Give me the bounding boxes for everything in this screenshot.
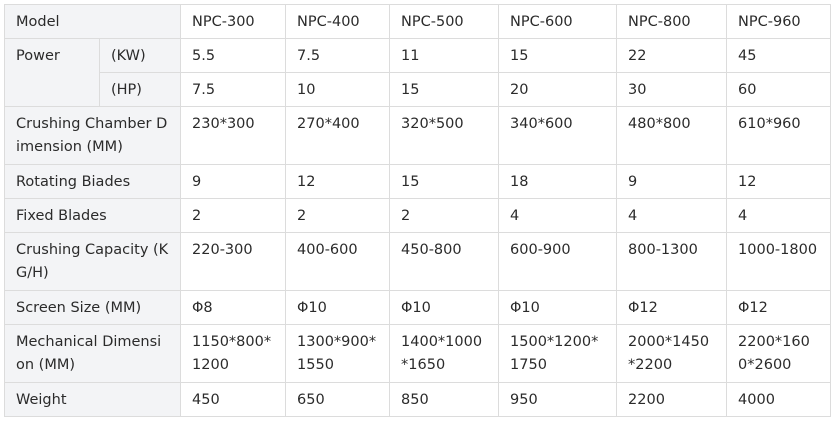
table-cell: 2200 bbox=[617, 383, 727, 417]
table-row-power-hp bbox=[5, 73, 831, 107]
model-header: NPC-960 bbox=[727, 5, 831, 39]
table-cell: Φ10 bbox=[499, 291, 617, 325]
table-cell: 4 bbox=[727, 199, 831, 233]
table-cell: 400-600 bbox=[286, 233, 390, 291]
table-cell: 1150*800*1200 bbox=[181, 325, 286, 383]
table-cell: 7.5 bbox=[181, 73, 286, 107]
table-row-screen-size bbox=[5, 291, 831, 325]
table-cell: 9 bbox=[181, 165, 286, 199]
row-label: Rotating Biades bbox=[5, 165, 181, 199]
row-label: Screen Size (MM) bbox=[5, 291, 181, 325]
table-cell: 2 bbox=[286, 199, 390, 233]
table-cell: 4000 bbox=[727, 383, 831, 417]
row-label-power: Power bbox=[5, 39, 100, 107]
table-cell: 5.5 bbox=[181, 39, 286, 73]
table-cell: 220-300 bbox=[181, 233, 286, 291]
table-cell: 650 bbox=[286, 383, 390, 417]
table-cell: 15 bbox=[390, 165, 499, 199]
table-cell: 60 bbox=[727, 73, 831, 107]
table-cell: 270*400 bbox=[286, 107, 390, 165]
model-header: NPC-300 bbox=[181, 5, 286, 39]
table-cell: 320*500 bbox=[390, 107, 499, 165]
table-row-weight bbox=[5, 383, 831, 417]
table-row-rotating-blades bbox=[5, 165, 831, 199]
table-cell: 850 bbox=[390, 383, 499, 417]
table-cell: 15 bbox=[390, 73, 499, 107]
model-header: NPC-800 bbox=[617, 5, 727, 39]
table-cell: 4 bbox=[617, 199, 727, 233]
table-cell: 450 bbox=[181, 383, 286, 417]
table-cell: 800-1300 bbox=[617, 233, 727, 291]
table-cell: Φ8 bbox=[181, 291, 286, 325]
table-cell: 11 bbox=[390, 39, 499, 73]
table-cell: 22 bbox=[617, 39, 727, 73]
table-row-fixed-blades bbox=[5, 199, 831, 233]
row-label: Crushing Capacity (KG/H) bbox=[5, 233, 181, 291]
table-cell: 7.5 bbox=[286, 39, 390, 73]
table-cell: 45 bbox=[727, 39, 831, 73]
table-row-crushing-capacity bbox=[5, 233, 831, 291]
table-cell: 2 bbox=[390, 199, 499, 233]
row-label: Weight bbox=[5, 383, 181, 417]
table-cell: 10 bbox=[286, 73, 390, 107]
table-cell: 1400*1000*1650 bbox=[390, 325, 499, 383]
table-row-mechanical-dimension bbox=[5, 325, 831, 383]
table-cell: 20 bbox=[499, 73, 617, 107]
table-cell: Φ12 bbox=[617, 291, 727, 325]
table-cell: Φ12 bbox=[727, 291, 831, 325]
model-header: NPC-500 bbox=[390, 5, 499, 39]
unit-label-hp: (HP) bbox=[100, 73, 181, 107]
table-row-crushing-chamber bbox=[5, 107, 831, 165]
table-cell: 1000-1800 bbox=[727, 233, 831, 291]
model-header: NPC-600 bbox=[499, 5, 617, 39]
table-cell: 340*600 bbox=[499, 107, 617, 165]
table-cell: 18 bbox=[499, 165, 617, 199]
spec-table bbox=[4, 4, 831, 417]
table-cell: 950 bbox=[499, 383, 617, 417]
table-cell: 1500*1200*1750 bbox=[499, 325, 617, 383]
row-label: Mechanical Dimension (MM) bbox=[5, 325, 181, 383]
table-cell: 480*800 bbox=[617, 107, 727, 165]
table-cell: 2 bbox=[181, 199, 286, 233]
table-cell: 15 bbox=[499, 39, 617, 73]
table-cell: Φ10 bbox=[286, 291, 390, 325]
table-cell: 2000*1450*2200 bbox=[617, 325, 727, 383]
table-cell: 1300*900*1550 bbox=[286, 325, 390, 383]
model-header: NPC-400 bbox=[286, 5, 390, 39]
table-cell: 12 bbox=[286, 165, 390, 199]
header-label: Model bbox=[5, 5, 181, 39]
table-cell: 600-900 bbox=[499, 233, 617, 291]
row-label: Crushing Chamber Dimension (MM) bbox=[5, 107, 181, 165]
unit-label-kw: (KW) bbox=[100, 39, 181, 73]
table-cell: 9 bbox=[617, 165, 727, 199]
table-cell: 12 bbox=[727, 165, 831, 199]
table-cell: 2200*1600*2600 bbox=[727, 325, 831, 383]
table-cell: Φ10 bbox=[390, 291, 499, 325]
table-cell: 610*960 bbox=[727, 107, 831, 165]
table-cell: 4 bbox=[499, 199, 617, 233]
table-row-power-kw bbox=[5, 39, 831, 73]
row-label: Fixed Blades bbox=[5, 199, 181, 233]
table-cell: 30 bbox=[617, 73, 727, 107]
header-row bbox=[5, 5, 831, 39]
table-cell: 230*300 bbox=[181, 107, 286, 165]
table-cell: 450-800 bbox=[390, 233, 499, 291]
